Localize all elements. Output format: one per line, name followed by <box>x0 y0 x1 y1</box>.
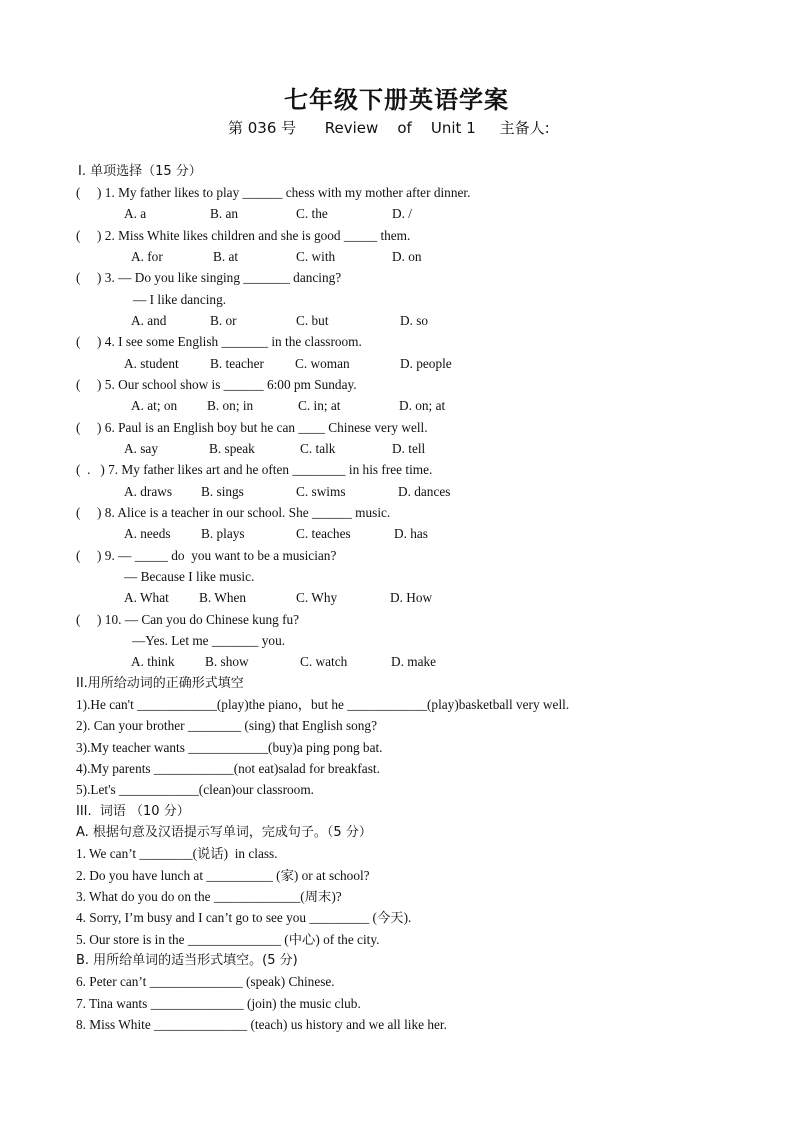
question-10-stem: ( ) 10. — Can you do Chinese kung fu? <box>76 612 300 627</box>
question-10-option-a: A. think <box>131 654 175 669</box>
question-6-option-b: B. speak <box>209 441 255 456</box>
section-3-a-item-4: 4. Sorry, I’m busy and I can’t go to see you _________ (今天). <box>76 910 412 925</box>
section-3-part-b-heading: B. 用所给单词的适当形式填空。(5 分) <box>76 953 298 968</box>
question-10-option-b: B. show <box>205 654 249 669</box>
section-2-item-1: 1).He can't ____________(play)the piano，but he ____________(play)basketball very well. <box>76 697 570 712</box>
question-3-option-d: D. so <box>400 313 429 328</box>
question-2-stem: ( ) 2. Miss White likes children and she is good _____ them. <box>76 228 411 243</box>
question-8-option-b: B. plays <box>201 526 245 541</box>
question-9-option-c: C. Why <box>296 590 338 605</box>
question-8-option-c: C. teaches <box>296 526 351 541</box>
question-9-option-b: B. When <box>199 590 247 605</box>
question-10-answer-line: —Yes. Let me _______ you. <box>132 633 286 648</box>
question-6-option-c: C. talk <box>300 441 336 456</box>
question-1-option-c: C. the <box>296 206 328 221</box>
section-3-part-a-heading: A. 根据句意及汉语提示写单词，完成句子。（5 分） <box>76 825 372 840</box>
question-8-stem: ( ) 8. Alice is a teacher in our school. She ______ music. <box>76 505 391 520</box>
question-4-option-d: D. people <box>400 356 452 371</box>
section-2-heading: II.用所给动词的正确形式填空 <box>76 676 244 691</box>
question-5-stem: ( ) 5. Our school show is ______ 6:00 pm Sunday. <box>76 377 357 392</box>
question-8-option-d: D. has <box>394 526 428 541</box>
question-3-option-b: B. or <box>210 313 237 328</box>
question-3-stem: ( ) 3. — Do you like singing _______ dancing? <box>76 270 342 285</box>
section-2-item-2: 2). Can your brother ________ (sing) that English song? <box>76 718 377 733</box>
question-5-option-c: C. in; at <box>298 398 341 413</box>
page-subtitle: 第 036 号 Review of Unit 1 主备人: <box>228 119 550 137</box>
question-2-option-c: C. with <box>296 249 336 264</box>
question-2-option-d: D. on <box>392 249 422 264</box>
question-4-stem: ( ) 4. I see some English _______ in the classroom. <box>76 334 362 349</box>
section-3-a-item-2: 2. Do you have lunch at __________ (家) or at school? <box>76 868 370 883</box>
question-1-option-b: B. an <box>210 206 239 221</box>
section-3-b-item-6: 6. Peter can’t ______________ (speak) Chinese. <box>76 974 335 989</box>
question-3-option-c: C. but <box>296 313 329 328</box>
question-2-option-a: A. for <box>131 249 163 264</box>
question-1-stem: ( ) 1. My father likes to play ______ chess with my mother after dinner. <box>76 185 471 200</box>
section-3-b-item-7: 7. Tina wants ______________ (join) the music club. <box>76 996 361 1011</box>
question-7-option-c: C. swims <box>296 484 346 499</box>
section-3-a-item-5: 5. Our store is in the ______________ (中心) of the city. <box>76 932 380 947</box>
question-1-option-a: A. a <box>124 206 147 221</box>
section-3-heading: III. 词语 （10 分） <box>76 804 190 819</box>
question-4-option-b: B. teacher <box>210 356 264 371</box>
question-7-option-a: A. draws <box>124 484 173 499</box>
question-3-option-a: A. and <box>131 313 167 328</box>
question-10-option-c: C. watch <box>300 654 348 669</box>
question-9-option-d: D. How <box>390 590 433 605</box>
question-6-option-d: D. tell <box>392 441 426 456</box>
section-3-b-item-8: 8. Miss White ______________ (teach) us history and we all like her. <box>76 1017 447 1032</box>
question-9-option-a: A. What <box>124 590 169 605</box>
question-2-option-b: B. at <box>213 249 239 264</box>
question-5-option-a: A. at; on <box>131 398 178 413</box>
question-9-answer-line: — Because I like music. <box>124 569 255 584</box>
section-2-item-5: 5).Let's ____________(clean)our classroom. <box>76 782 314 797</box>
question-5-option-d: D. on; at <box>399 398 446 413</box>
section-2-item-3: 3).My teacher wants ____________(buy)a ping pong bat. <box>76 740 383 755</box>
question-4-option-c: C. woman <box>295 356 350 371</box>
question-6-stem: ( ) 6. Paul is an English boy but he can ____ Chinese very well. <box>76 420 428 435</box>
question-7-option-b: B. sings <box>201 484 244 499</box>
question-7-option-d: D. dances <box>398 484 451 499</box>
page-title: 七年级下册英语学案 <box>284 86 509 114</box>
section-3-a-item-3: 3. What do you do on the _____________(周末)? <box>76 889 342 904</box>
question-8-option-a: A. needs <box>124 526 171 541</box>
question-9-stem: ( ) 9. — _____ do you want to be a musician? <box>76 548 337 563</box>
section-2-item-4: 4).My parents ____________(not eat)salad for breakfast. <box>76 761 380 776</box>
question-5-option-b: B. on; in <box>207 398 254 413</box>
section-1-heading: I. 单项选择（15 分） <box>78 164 202 179</box>
question-7-stem: ( . ) 7. My father likes art and he often ________ in his free time. <box>76 462 433 477</box>
question-10-option-d: D. make <box>391 654 437 669</box>
section-3-a-item-1: 1. We can’t ________(说话) in class. <box>76 846 278 861</box>
question-6-option-a: A. say <box>124 441 158 456</box>
question-3-answer-line: — I like dancing. <box>133 292 227 307</box>
question-4-option-a: A. student <box>124 356 179 371</box>
question-1-option-d: D. / <box>392 206 412 221</box>
